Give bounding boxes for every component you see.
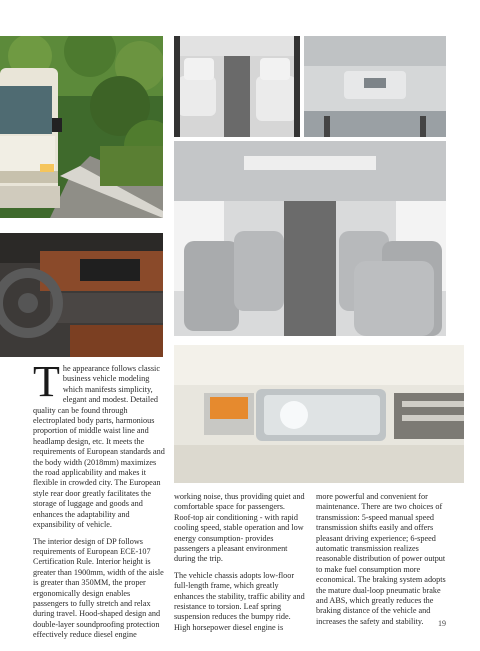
text-column-1	[33, 357, 165, 647]
photo-bus-exterior	[0, 36, 163, 218]
intro-paragraph	[33, 357, 165, 531]
photo-headlamp	[174, 345, 464, 483]
photo-interior-aisle	[174, 36, 300, 137]
photo-dashboard	[0, 233, 163, 357]
photo-interior-seats	[174, 141, 446, 336]
photo-ceiling-panel	[304, 36, 446, 137]
air-conditioning-paragraph: working noise, thus providing quiet and comfortable space for passengers. Roof-top air conditioning - with rapid cooling speed, stable operation and low energy consumption- provides passengers a pleasant environment during the trip.	[174, 492, 305, 564]
text-column-3	[316, 492, 448, 633]
transmission-paragraph: more powerful and convenient for maintenance. There are two choices of transmission: 5-speed manual speed transmission shifts easily and offers pleasant driving experience; 6-speed automatic transmission realizes reasonable distribution of power output to make fuel consumption more economical. The braking system adopts the mature dual-loop pneumatic brake and ABS, which greatly reduces the braking distance of the vehicle and increases the safety and stability.	[316, 492, 446, 626]
intro-text: he appearance follows classic business vehicle modeling which manifests simplicity, elegant and modest. Detailed quality can be found through electroplated body parts, harmonious proportion of middle waist line and headlamp design, etc. It meets the requirements of European standards and the body width (2018mm) maximizes the road applicability and makes it flexible in crowded city. The European style rear door greatly facilitates the storage of luggage and goods and enhances the adaptability and expansibility of vehicle.	[33, 364, 165, 530]
chassis-paragraph: The vehicle chassis adopts low-floor full-length frame, which greatly enhances the stability, traffic ability and resistance to torsion. Leaf spring suspension reduces the bumpy ride. High horsepower diesel engine is	[174, 570, 305, 632]
page-number: 19	[438, 619, 446, 628]
interior-paragraph: The interior design of DP follows requirements of European ECE-107 Certification Rule. Interior height is greater than 1900mm, width of the aisle is greater than 350MM, the proper ergonomically design enables passengers to fully stretch and relax during travel. Hood-shaped design and double-layer soundproofing protection effectively reduce diesel engine	[33, 536, 164, 640]
text-column-2	[174, 492, 306, 639]
dropcap: T	[33, 357, 60, 406]
